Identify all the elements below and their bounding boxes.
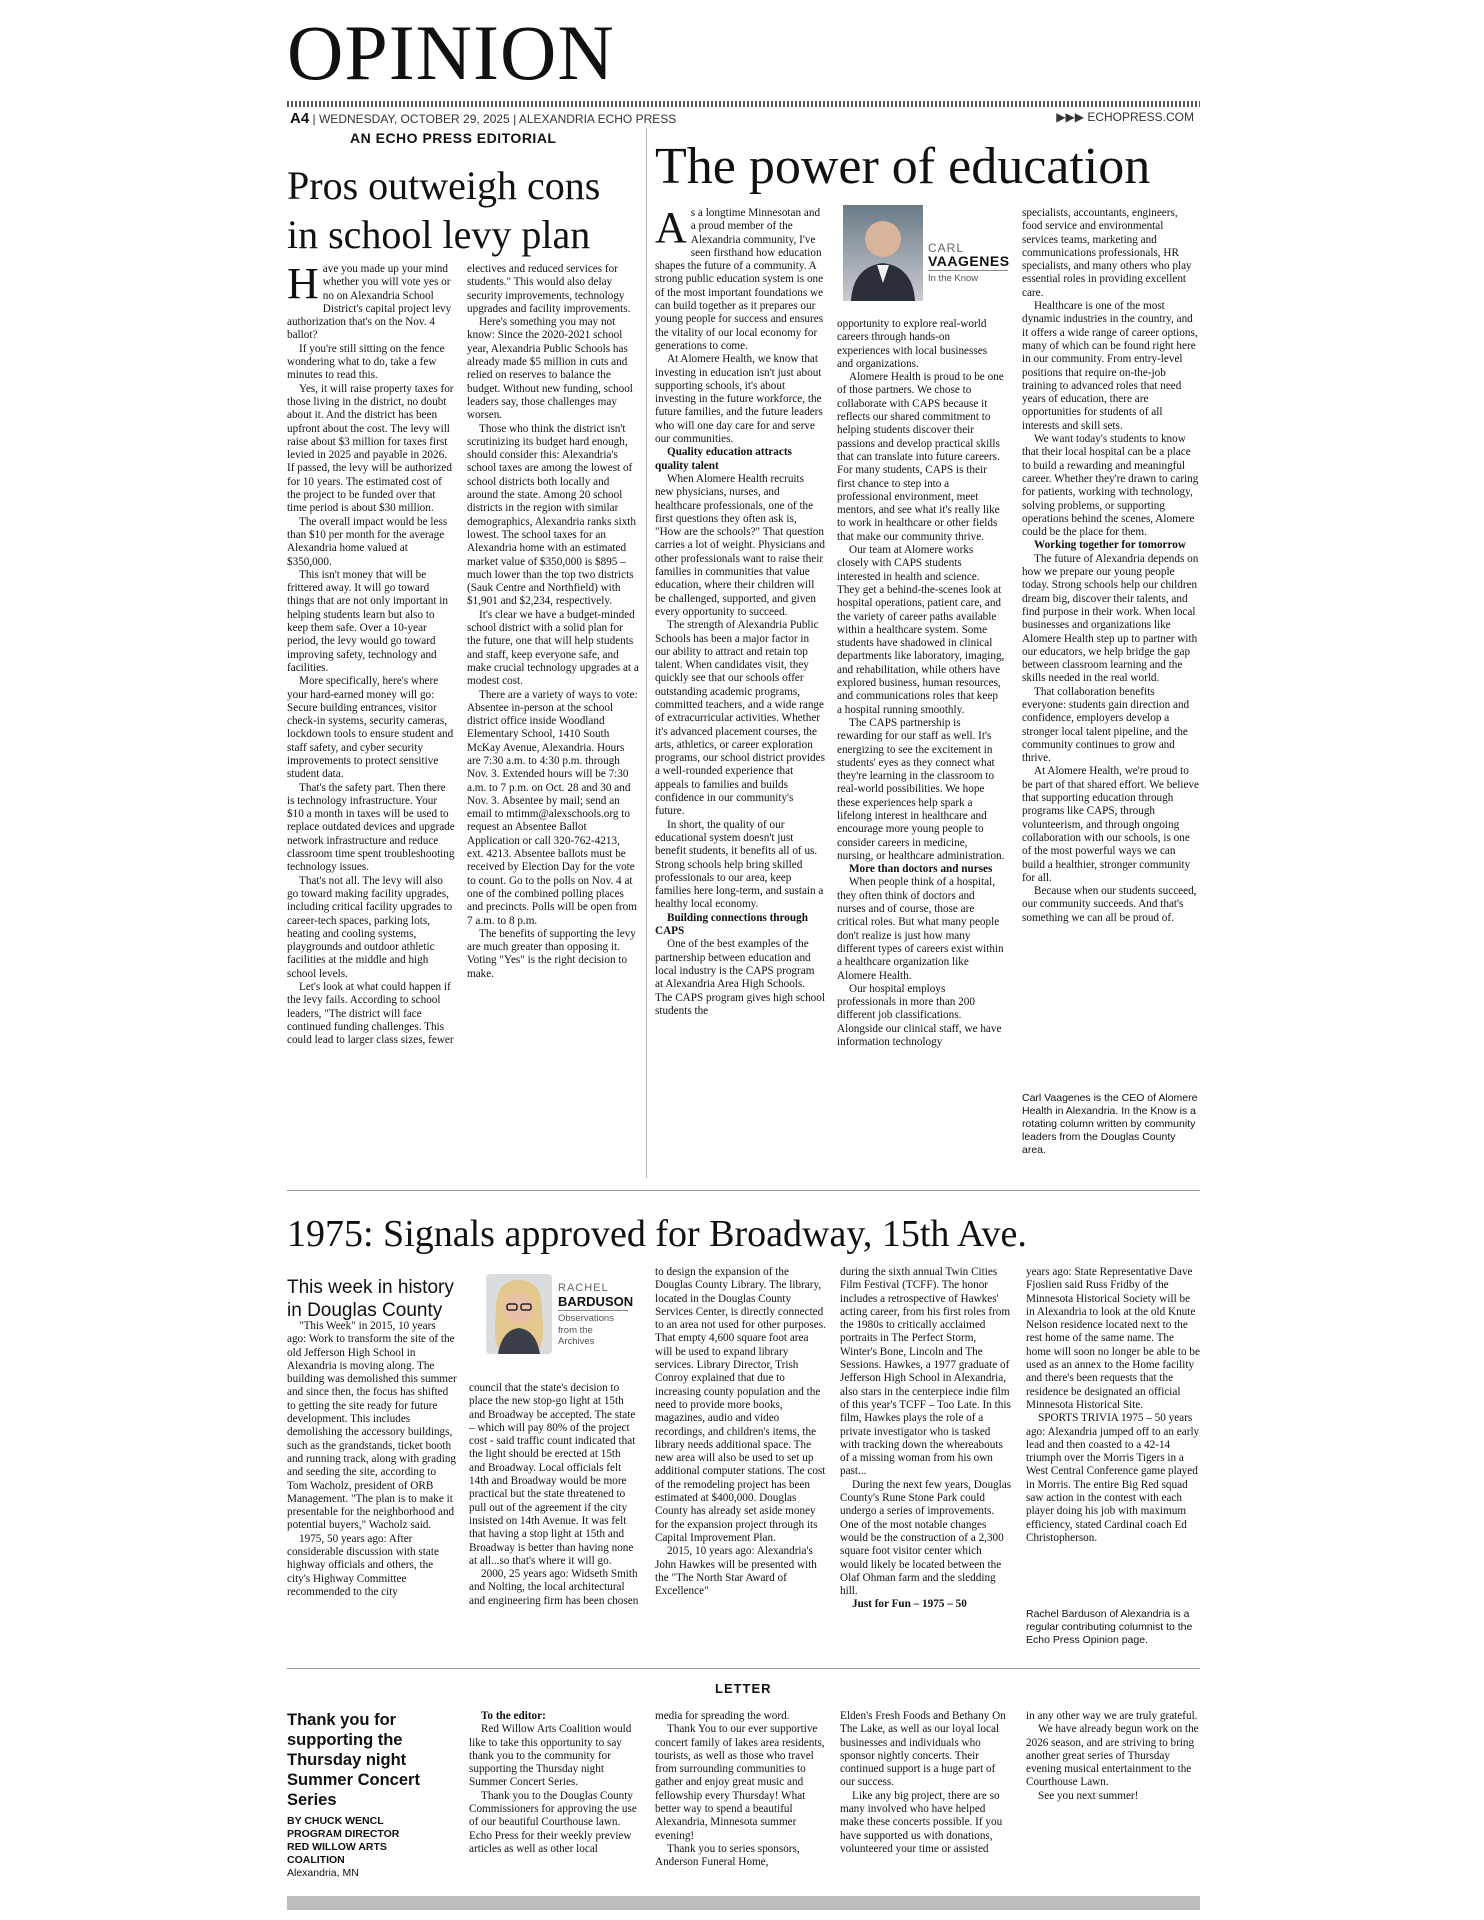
paragraph: The overall impact would be less than $10 per month for the average Alexandria home valued at $350,000. xyxy=(287,515,448,568)
section-title: OPINION xyxy=(287,9,615,96)
history-author-bio: Rachel Barduson of Alexandria is a regular contributing columnist to the Echo Press Opinion page. xyxy=(1026,1608,1193,1646)
paragraph: Thank You to our ever supportive concert family of lakes area residents, tourists, as well as those who travel from surrounding communities to gather and enjoy great music and fellowship every Thursday! What better way to spend a beautiful Alexandria, Minnesota summer evening! xyxy=(655,1723,825,1842)
paragraph: That collaboration benefits everyone: students gain direction and confidence, employers develop a stronger local talent pipeline, and the community continues to grow and thrive. xyxy=(1022,685,1190,765)
paragraph: More specifically, here's where your hard-earned money will go: Secure building entrances, visitor check-in systems, security cameras, lockdown tools to ensure student and staff safety, and cyber security improvements to protect sensitive student data. xyxy=(287,675,454,781)
editorial-column-1 xyxy=(287,263,455,1168)
paragraph: See you next summer! xyxy=(1038,1789,1139,1802)
paragraph: Alomere Health is proud to be one of those partners. We chose to collaborate with CAPS because it reflects our shared commitment to helping students discover their passions and develop practical skills that can translate into future careers. For many students, CAPS is their first chance to step into a professional environment, meet mentors, and see what it's really like to work in healthcare or other fields that make our community thrive. xyxy=(837,371,1004,543)
paragraph: council that the state's decision to place the new stop-go light at 15th and Broadway be accepted. The state – which will pay 80% of the project cost - said traffic count indicated that the light should be erected at 15th and Broadway. Local officials felt 14th and Broadway would be more practical but the state threatened to pull out of the agreement if the city insisted on 14th Avenue. It was felt that having a stop light at 15th and Broadway is better than having none at all...so that's where it will go. xyxy=(469,1382,636,1567)
paragraph: At Alomere Health, we're proud to be part of that shared effort. We believe that supporting education through programs like CAPS, through volunteerism, and through ongoing collaboration with our schools, is one of the most powerful ways we can build a healthier, stronger community for all. xyxy=(1022,765,1199,884)
masthead-rule xyxy=(287,101,1200,107)
subheading: Building connections through CAPS xyxy=(655,911,808,938)
paragraph: Have you made up your mind whether you will vote yes or no on Alexandria School District's capital project levy authorization that's on the Nov. 4 ballot? xyxy=(287,263,452,342)
column-text-3 xyxy=(1022,207,1200,1087)
history-series: Observations from the Archives xyxy=(558,1313,614,1347)
history-author-first: RACHEL xyxy=(558,1282,609,1294)
history-subhead: This week in history in Douglas County xyxy=(287,1277,454,1321)
byline-line: PROGRAM DIRECTOR xyxy=(287,1828,400,1840)
history-author-photo xyxy=(486,1274,552,1354)
paragraph: Thank you to the Douglas County Commissioners for approving the use of our beautiful Courthouse lawn. Echo Press for their weekly preview articles as well as other local xyxy=(469,1789,637,1855)
author-rule xyxy=(928,270,1008,271)
paragraph: Yes, it will raise property taxes for those living in the district, no doubt about it. And the district has been upfront about the cost. The levy will raise about $3 million for taxes first levied in 2025 and payable in 2026. If passed, the levy will be authorized for 10 years. The estimated cost of the project to be funded over that time period is about $30 million. xyxy=(287,382,454,515)
paragraph: Because when our students succeed, our community succeeds. And that's something we can all be proud of. xyxy=(1022,885,1197,924)
paragraph: "This Week" in 2015, 10 years ago: Work to transform the site of the old Jefferson High School in Alexandria is moving along. The building was demolished this summer and since then, the focus has shifted to getting the site ready for future development. This includes demolishing the accessory buildings, such as the grandstands, ticket booth and running track, along with grading and seeding the site, according to Tom Wacholz, president of ORB Management. "The plan is to make it presentable for the neighborhood and potential buyers," Wacholz said. xyxy=(287,1320,457,1532)
paragraph: When Alomere Health recruits new physicians, nurses, and healthcare professionals, one of the first questions they often ask is, "How are the schools?" That question carries a lot of weight. Physicians and other professionals want to raise their families in communities that value education, where their children will be challenged, supported, and given every opportunity to succeed. xyxy=(655,472,825,618)
history-column-5 xyxy=(1026,1266,1200,1606)
paragraph: We have already begun work on the 2026 season, and are striving to bring another great series of Thursday evening musical entertainment to the Courthouse Lawn. xyxy=(1026,1723,1199,1789)
paragraph: The CAPS partnership is rewarding for our staff as well. It's energizing to see the excitement in students' eyes as they connect what they're learning in the classroom to real-world possibilities. We hope these experiences help spark a lifelong interest in healthcare and encourage more young people to consider careers in medicine, nursing, or healthcare administration. xyxy=(837,716,1005,862)
editorial-column-2 xyxy=(467,263,639,1168)
paragraph: There are a variety of ways to vote: Absentee in-person at the school district office inside Woodland Elementary School, 1410 South McKay Avenue, Alexandria. Hours are 7:30 a.m. to 4:30 p.m. through Nov. 3. Extended hours will be 7:30 a.m. to 7 p.m. on Oct. 28 and 30 and Nov. 3. Absentee by mail; send an email to mtimm@alexschools.org to request an Absentee Ballot Application or call 320-762-4213, ext. 4213. Absentee ballots must be received by Election Day for the vote to count. Go to the polls on Nov. 4 at one of the combined polling places and precincts. Polls will be open from 7 a.m. to 8 p.m. xyxy=(467,688,638,927)
subheading: Quality education attracts quality talent xyxy=(655,446,792,472)
paragraph: Those who think the district isn't scrutinizing its budget hard enough, should consider this: Alexandria's school taxes are among the lowest of school districts both locally and around the state. Among 20 school districts in the region with similar demographics, Alexandria ranks sixth lowest. The school taxes for an Alexandria home with an estimated market value of $350,000 is $895 – much lower than the top two districts (Sauk Centre and Northfield) with $1,901 and $2,234, respectively. xyxy=(467,422,637,608)
paragraph: That's the safety part. Then there is technology infrastructure. Your $10 a month in taxes will be used to replace outdated devices and upgrade network infrastructure and reduce classroom time spent troubleshooting technology issues. xyxy=(287,781,455,874)
paragraph: specialists, accountants, engineers, food service and environmental services teams, marketing and communications professionals, HR specialists, and many others who play essential roles in providing excellent care. xyxy=(1022,207,1192,299)
paragraph: Thank you to series sponsors, Anderson Funeral Home, xyxy=(655,1842,800,1869)
paragraph: In short, the quality of our educational system doesn't just benefit students, it benefits all of us. Strong schools help bring skilled professionals to our area, keep families here long-term, and sustain a healthy local economy. xyxy=(655,818,824,911)
drop-cap: A xyxy=(655,207,687,252)
paragraph: opportunity to explore real-world careers through hands-on experiences with local businesses and organizations. xyxy=(837,318,988,370)
column-text-1 xyxy=(655,207,825,1177)
byline-location: Alexandria, MN xyxy=(287,1867,359,1879)
paragraph: in any other way we are truly grateful. xyxy=(1026,1710,1198,1722)
paragraph: Let's look at what could happen if the levy fails. According to school leaders, "The district will face continued funding challenges. This could lead to larger class sizes, fewer xyxy=(287,981,454,1047)
column-headline: The power of education xyxy=(655,138,1151,195)
history-author-last: BARDUSON xyxy=(558,1294,634,1309)
column-author-bio: Carl Vaagenes is the CEO of Alomere Health in Alexandria. In the Know is a rotating column written by community leaders from the Douglas County area. xyxy=(1022,1092,1198,1156)
footer-bar xyxy=(287,1896,1200,1910)
paragraph: Here's something you may not know: Since the 2020-2021 school year, Alexandria Public Schools has already made $5 million in cuts and relied on reserves to balance the budget. Without new funding, school leaders say, those challenges may worsen. xyxy=(467,316,633,422)
person-icon xyxy=(486,1274,552,1354)
salutation: To the editor: xyxy=(481,1710,546,1722)
paragraph: The future of Alexandria depends on how we prepare our young people today. Strong schools help our children dream big, discover their talents, and find purpose in their work. When local businesses and organizations like Alomere Health step up to partner with our educators, we help bridge the gap between classroom learning and the skills needed in the real world. xyxy=(1022,552,1199,685)
paragraph: It's clear we have a budget-minded school district with a solid plan for the future, one that will help students and staff, keep everyone safe, and make crucial technology upgrades at a modest cost. xyxy=(467,608,639,688)
column-divider xyxy=(646,128,647,1178)
paragraph: The strength of Alexandria Public Schools has been a major factor in our ability to attract and retain top talent. When candidates visit, they quickly see that our schools offer outstanding academic programs, committed teachers, and a wide range of extracurricular activities. Whether it's advanced placement courses, the arts, athletics, or career exploration programs, our school district provides a well-rounded experience that appeals to families and builds confidence in our community's future. xyxy=(655,619,825,818)
paragraph: Elden's Fresh Foods and Bethany On The Lake, as well as our loyal local businesses and individuals who sponsor nightly concerts. Their continued support is a huge part of our success. xyxy=(840,1710,1006,1789)
letter-column-3 xyxy=(840,1710,1012,1890)
editorial-kicker: AN ECHO PRESS EDITORIAL xyxy=(350,130,557,146)
paragraph: 2015, 10 years ago: Alexandria's John Hawkes will be presented with the "The North Star Award of Excellence" xyxy=(655,1545,817,1598)
byline-line: RED WILLOW ARTS xyxy=(287,1841,387,1853)
site-link[interactable]: ▶▶▶ ECHOPRESS.COM xyxy=(1056,110,1194,124)
paragraph: Our team at Alomere works closely with CAPS students interested in health and science. They get a behind-the-scenes look at hospital operations, patient care, and the variety of career paths available within a healthcare system. Some students have shadowed in clinical departments like laboratory, imaging, and rehabilitation, while others have explored business, human resources, and communications roles that keep a hospital running smoothly. xyxy=(837,544,1005,716)
page-number: A4 xyxy=(290,110,310,127)
paper-name: ALEXANDRIA ECHO PRESS xyxy=(518,112,677,126)
author-rule xyxy=(558,1310,628,1311)
history-headline: 1975: Signals approved for Broadway, 15th Ave. xyxy=(287,1213,1027,1255)
paragraph: years ago: State Representative Dave Fjoslien said Russ Fridby of the Minnesota Historical Society will be in Alexandria to look at the old Knute Nelson residence located next to the rest home of the same name. The home will soon no longer be able to be used as an annex to the Home facility and there's been requests that the residence be designated an official Minnesota Historical Site. xyxy=(1026,1266,1200,1411)
paragraph: Our hospital employs professionals in more than 200 different job classifications. Alongside our clinical staff, we have information technology xyxy=(837,982,1002,1049)
paragraph: Like any big project, there are so many involved who have helped make these concerts possible. If you have supported us with donations, volunteered your time or assisted xyxy=(840,1789,1003,1855)
letter-label: LETTER xyxy=(715,1681,772,1696)
person-icon xyxy=(843,205,923,301)
paragraph: 2000, 25 years ago: Widseth Smith and Nolting, the local architectural and engineering firm has been chosen xyxy=(469,1568,639,1607)
paragraph: Healthcare is one of the most dynamic industries in the country, and it offers a wide range of career options, many of which can be found right here in our community. From entry-level positions that require on-the-job training to advanced roles that need years of education, there are opportunities for students of all interests and skill sets. xyxy=(1022,300,1198,432)
drop-cap: H xyxy=(287,263,319,308)
paragraph: The benefits of supporting the levy are much greater than opposing it. Voting "Yes" is the right decision to make. xyxy=(467,927,636,980)
letter-column-1 xyxy=(469,1710,639,1890)
history-column-3 xyxy=(655,1266,828,1650)
history-column-4 xyxy=(840,1266,1012,1650)
paragraph: We want today's students to know that their local hospital can be a place to build a rewarding and meaningful career. Whether they're drawn to caring for patients, working with technology, solving problems, or supporting operations behind the scenes, Alomere could be the place for them. xyxy=(1022,433,1199,539)
paragraph: to design the expansion of the Douglas County Library. The library, located in the Douglas County Services Center, is directly connected to an area not used for other purposes. That empty 4,600 square foot area will be used to expand library services. Library Director, Trish Conroy explained that due to increasing county population and the need to provide more books, magazines, audio and video recordings, and children's items, the library needs additional space. The new area will also be used to set up additional computer stations. The cost of the remodeling project has been estimated at $400,000. Douglas County has already set aside money for the expansion project through its Capital Improvement Plan. xyxy=(655,1266,826,1544)
editorial-headline: Pros outweigh cons in school levy plan xyxy=(287,163,601,257)
issue-date: WEDNESDAY, OCTOBER 29, 2025 xyxy=(318,112,510,126)
subheading: More than doctors and nurses xyxy=(849,863,993,876)
column-text-2 xyxy=(837,318,1005,1178)
letter-byline xyxy=(287,1815,457,1880)
history-column-2 xyxy=(469,1382,639,1650)
letter-column-2 xyxy=(655,1710,827,1890)
paragraph: media for spreading the word. xyxy=(655,1710,790,1722)
letter-headline: Thank you for supporting the Thursday night Summer Concert Series xyxy=(287,1711,420,1809)
author-photo xyxy=(843,205,923,301)
paragraph: Red Willow Arts Coalition would like to take this opportunity to say thank you to the community for supporting the Thursday night Summer Concert Series. xyxy=(469,1723,632,1789)
paragraph: At Alomere Health, we know that investing in education isn't just about supporting schools, it's about investing in the future workforce, the future families, and the future leaders who will one day care for and serve our communities. xyxy=(655,353,823,446)
section-rule xyxy=(287,1668,1200,1669)
paragraph: during the sixth annual Twin Cities Film Festival (TCFF). The honor includes a retrospective of Hawkes' acting career, from his first roles from the 1980s to critically acclaimed portraits in The Perfect Storm, Winter's Bone, Lincoln and The Sessions. Hawkes, a 1977 graduate of Jefferson High School in Alexandria, also stars in the centerpiece indie film of this year's TCFF – Too Late. In this film, Hawkes plays the role of a private investigator who is tasked with tracking down the whereabouts of a missing woman from his own past... xyxy=(840,1266,1011,1478)
paragraph: As a longtime Minnesotan and a proud member of the Alexandria community, I've seen firsthand how education shapes the future of a community. A strong public education system is one of the most important foundations we can build together as it prepares our young people for success and ensures the vitality of our local economy for generations to come. xyxy=(655,207,824,352)
byline-line: BY CHUCK WENCL xyxy=(287,1815,384,1827)
paragraph: electives and reduced services for students." This would also delay security improvements, technology upgrades and facility improvements. xyxy=(467,263,631,315)
author-first-name: CARL xyxy=(928,241,965,255)
paragraph: SPORTS TRIVIA 1975 – 50 years ago: Alexandria jumped off to an early lead and then coasted to a 42-14 triumph over the Morris Tigers in a West Central Conference game played in Morris. The entire Big Red squad saw action in the contest with each player doing his job with maximum efficiency, stated Cardinal coach Ed Christopherson. xyxy=(1026,1412,1200,1544)
byline-line: COALITION xyxy=(287,1854,345,1866)
paragraph: During the next few years, Douglas County's Rune Stone Park could undergo a series of improvements. One of the most notable changes would be the construction of a 2,300 square foot visitor center which would likely be located between the Olaf Ohman farm and the sledding hill. xyxy=(840,1478,1012,1598)
paragraph: If you're still sitting on the fence wondering what to do, take a few minutes to read this. xyxy=(287,342,445,382)
folio: A4 | WEDNESDAY, OCTOBER 29, 2025 | ALEXANDRIA ECHO PRESS xyxy=(290,110,677,127)
subheading: Just for Fun – 1975 – 50 xyxy=(852,1598,967,1611)
paragraph: 1975, 50 years ago: After considerable discussion with state highway officials and others, the city's Highway Committee recommended to the city xyxy=(287,1532,439,1598)
paragraph: That's not all. The levy will also go toward making facility upgrades, including critical facility upgrades to career-tech spaces, parking lots, heating and cooling systems, playgrounds and outdoor athletic facilities at the middle and high school levels. xyxy=(287,874,453,980)
column-series: In the Know xyxy=(928,273,979,284)
author-last-name: VAAGENES xyxy=(928,253,1010,269)
history-column-1 xyxy=(287,1320,457,1650)
subheading: Working together for tomorrow xyxy=(1034,539,1186,552)
paragraph: This isn't money that will be frittered away. It will go toward things that are not only important in helping students learn but also to keep them safe. Over a 10-year period, the levy would go toward improving safety, technology and facilities. xyxy=(287,568,448,674)
paragraph: One of the best examples of the partnership between education and local industry is the CAPS program at Alexandria Area High Schools. The CAPS program gives high school students the xyxy=(655,938,825,1017)
letter-column-4 xyxy=(1026,1710,1200,1890)
section-rule xyxy=(287,1190,1200,1191)
paragraph: When people think of a hospital, they often think of doctors and nurses and of course, those are critical roles. But what many people don't realize is just how many different types of careers exist within a healthcare organization like Alomere Health. xyxy=(837,876,1004,982)
